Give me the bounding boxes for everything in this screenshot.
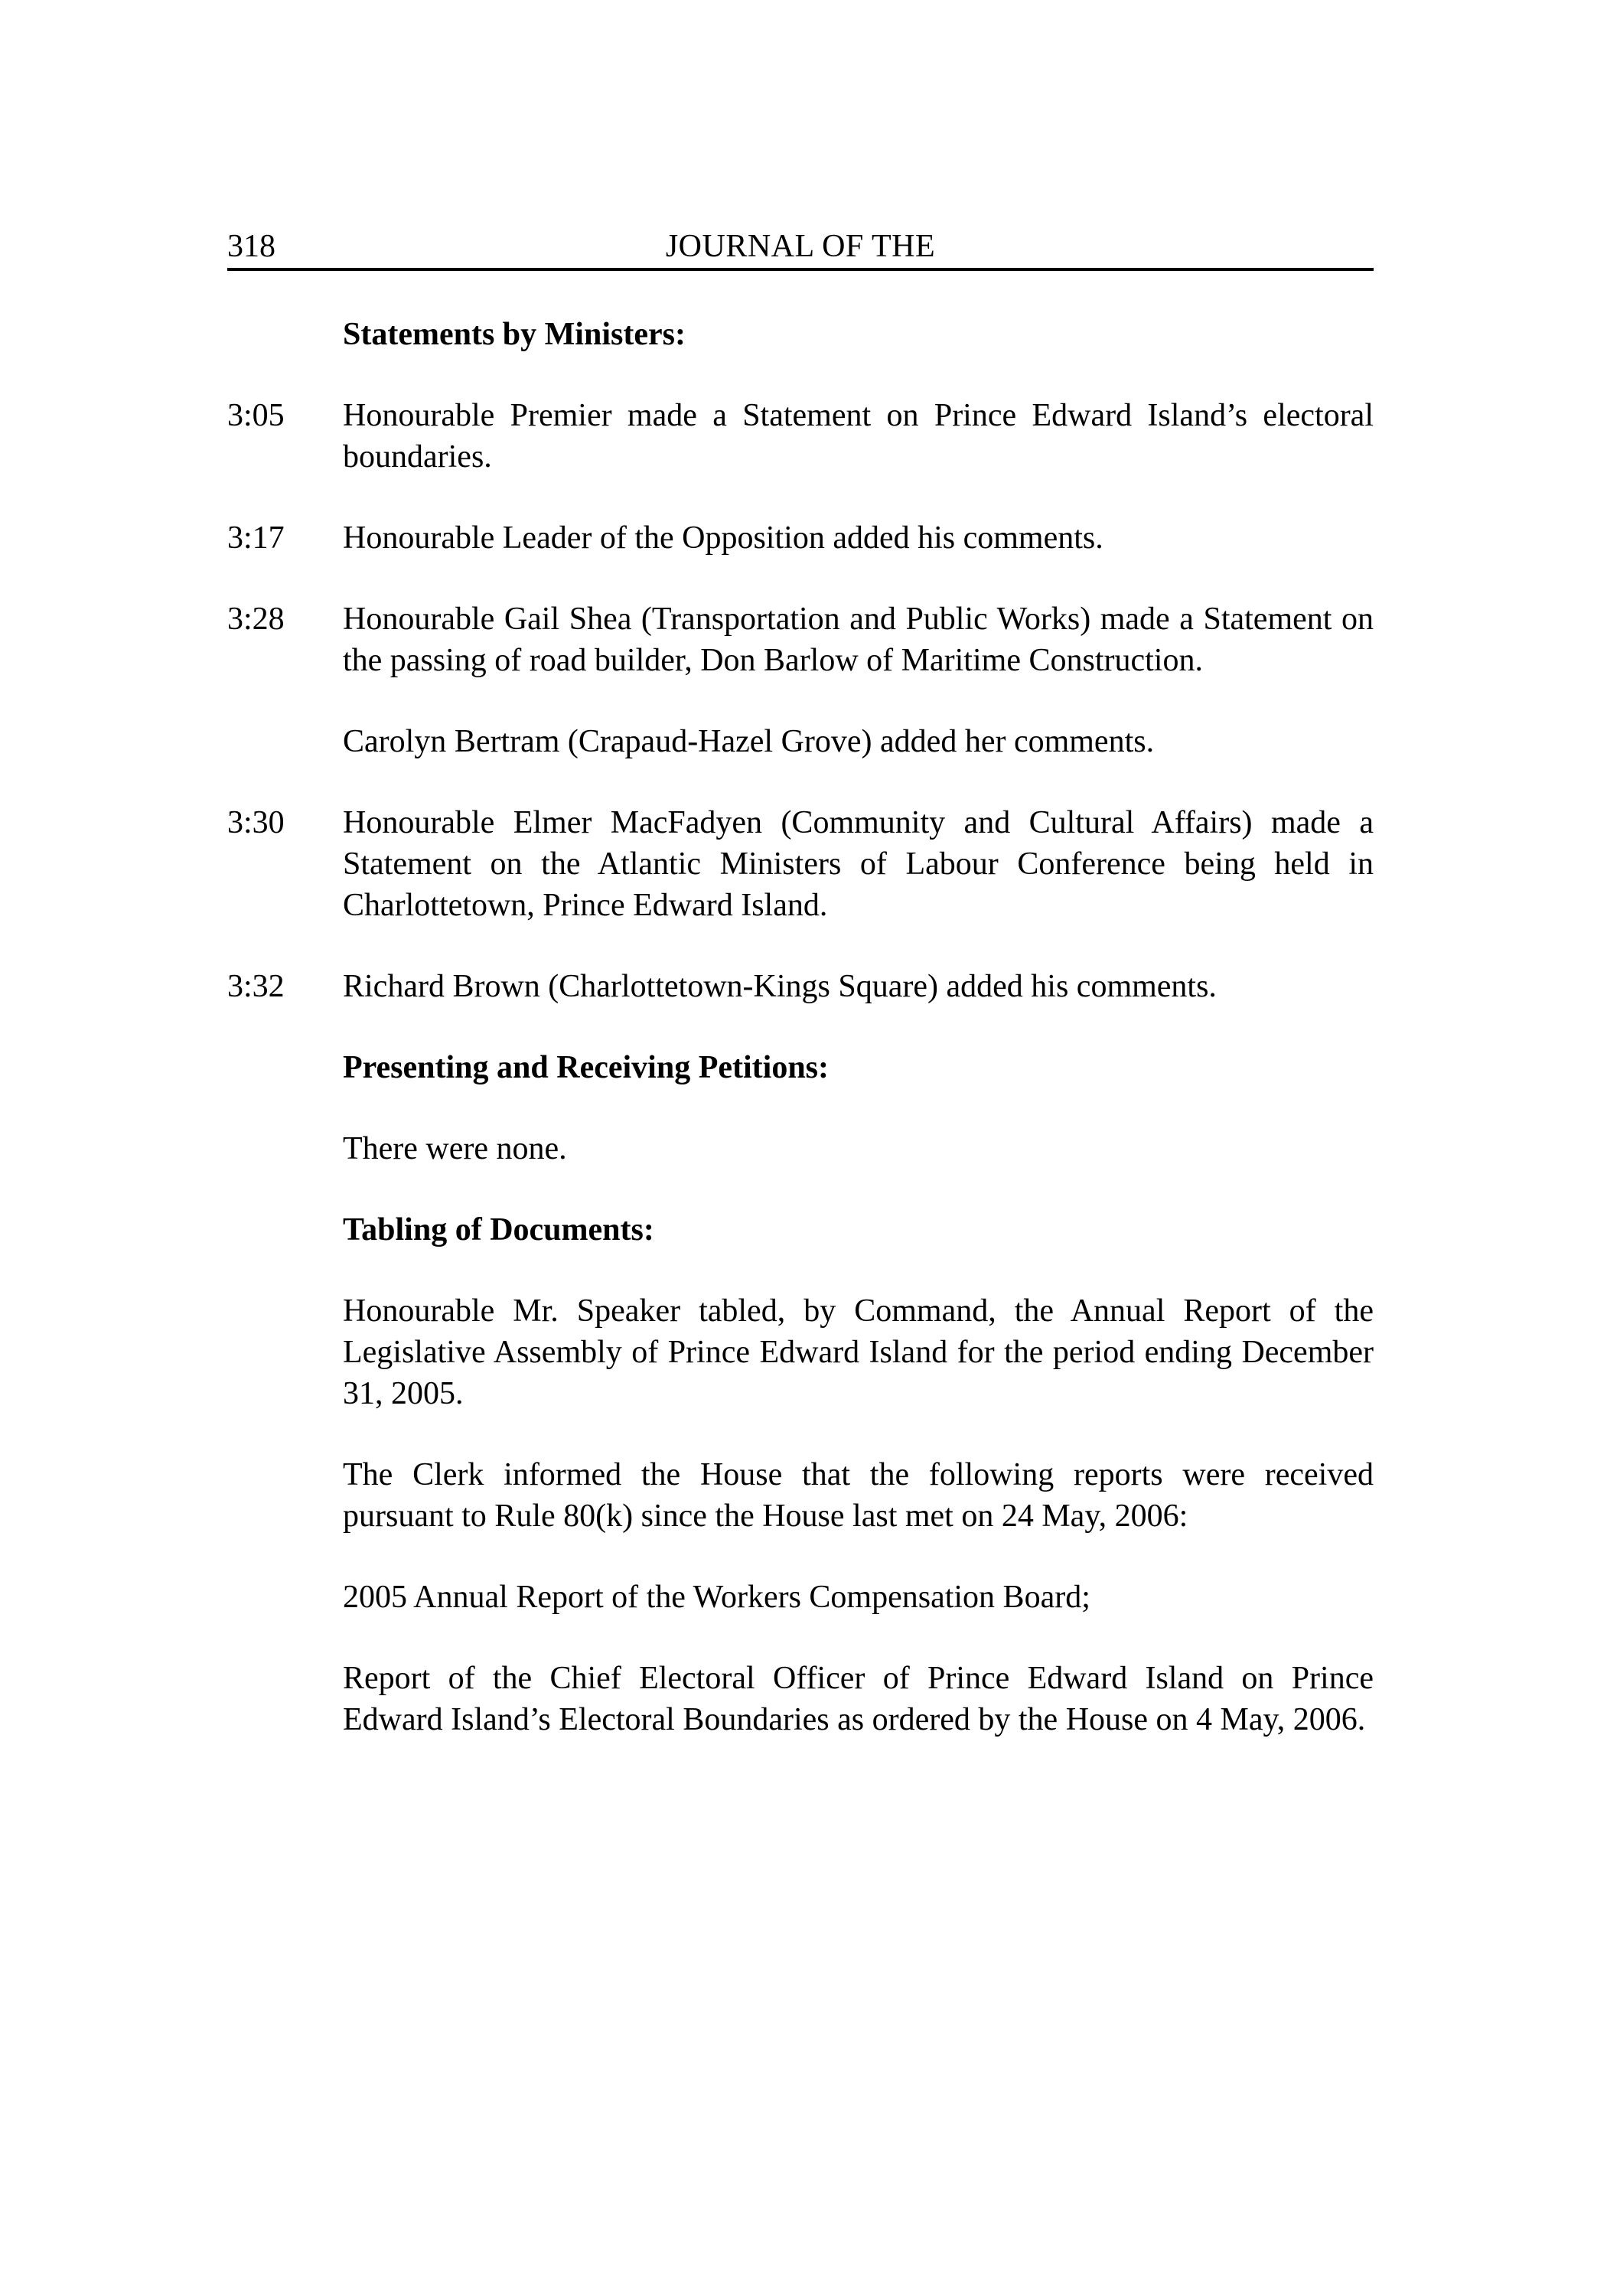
entry-text: Honourable Elmer MacFadyen (Community and Cultural Affairs) made a Statement on the Atlantic Ministers of Labour Conference being held in Charlottetown, Prince Edward Island. (343, 805, 1374, 923)
journal-entry (227, 721, 1374, 762)
entry-text: The Clerk informed the House that the following reports were received pursuant to Rule 80(k) since the House last met on 24 May, 2006: (343, 1457, 1374, 1534)
journal-entry (227, 1290, 1374, 1414)
heading-text: Presenting and Receiving Petitions: (343, 1050, 830, 1085)
entry-time: 3:17 (227, 520, 285, 556)
heading-text: Statements by Ministers: (343, 317, 686, 352)
heading-text: Tabling of Documents: (343, 1212, 654, 1247)
journal-entry (227, 395, 1374, 478)
entry-text: Honourable Premier made a Statement on Prince Edward Island’s electoral boundaries. (343, 398, 1374, 475)
journal-entry (227, 1454, 1374, 1537)
entry-text: Honourable Mr. Speaker tabled, by Command, the Annual Report of the Legislative Assembly of Prince Edward Island for the period ending December 31, 2005. (343, 1293, 1374, 1411)
journal-entry (227, 1658, 1374, 1740)
entry-text: Carolyn Bertram (Crapaud-Hazel Grove) added her comments. (343, 724, 1155, 759)
entry-text: Report of the Chief Electoral Officer of Prince Edward Island on Prince Edward Island’s Electoral Boundaries as ordered by the House on 4 May, 2006. (343, 1661, 1374, 1737)
entry-time: 3:30 (227, 805, 285, 840)
journal-body (227, 314, 1374, 1780)
entry-text: There were none. (343, 1131, 567, 1166)
journal-entry (227, 517, 1374, 559)
page-number: 318 (227, 229, 275, 264)
journal-entry (227, 1128, 1374, 1169)
entry-text: Honourable Gail Shea (Transportation and Public Works) made a Statement on the passing of road builder, Don Barlow of Maritime Construction. (343, 602, 1374, 678)
entry-text: Richard Brown (Charlottetown-Kings Square) added his comments. (343, 969, 1217, 1004)
entry-text: Honourable Leader of the Opposition added his comments. (343, 520, 1103, 556)
entry-text: 2005 Annual Report of the Workers Compensation Board; (343, 1580, 1090, 1615)
entry-time: 3:05 (227, 398, 285, 433)
journal-entry (227, 1577, 1374, 1618)
section-heading-documents (227, 1209, 1374, 1251)
running-head (227, 225, 1374, 271)
journal-entry (227, 598, 1374, 681)
entry-time: 3:32 (227, 969, 285, 1004)
journal-entry (227, 802, 1374, 926)
section-heading-petitions (227, 1047, 1374, 1088)
entry-time: 3:28 (227, 602, 285, 637)
section-heading-statements (227, 314, 1374, 355)
journal-title: JOURNAL OF THE (665, 229, 936, 264)
journal-entry (227, 966, 1374, 1007)
